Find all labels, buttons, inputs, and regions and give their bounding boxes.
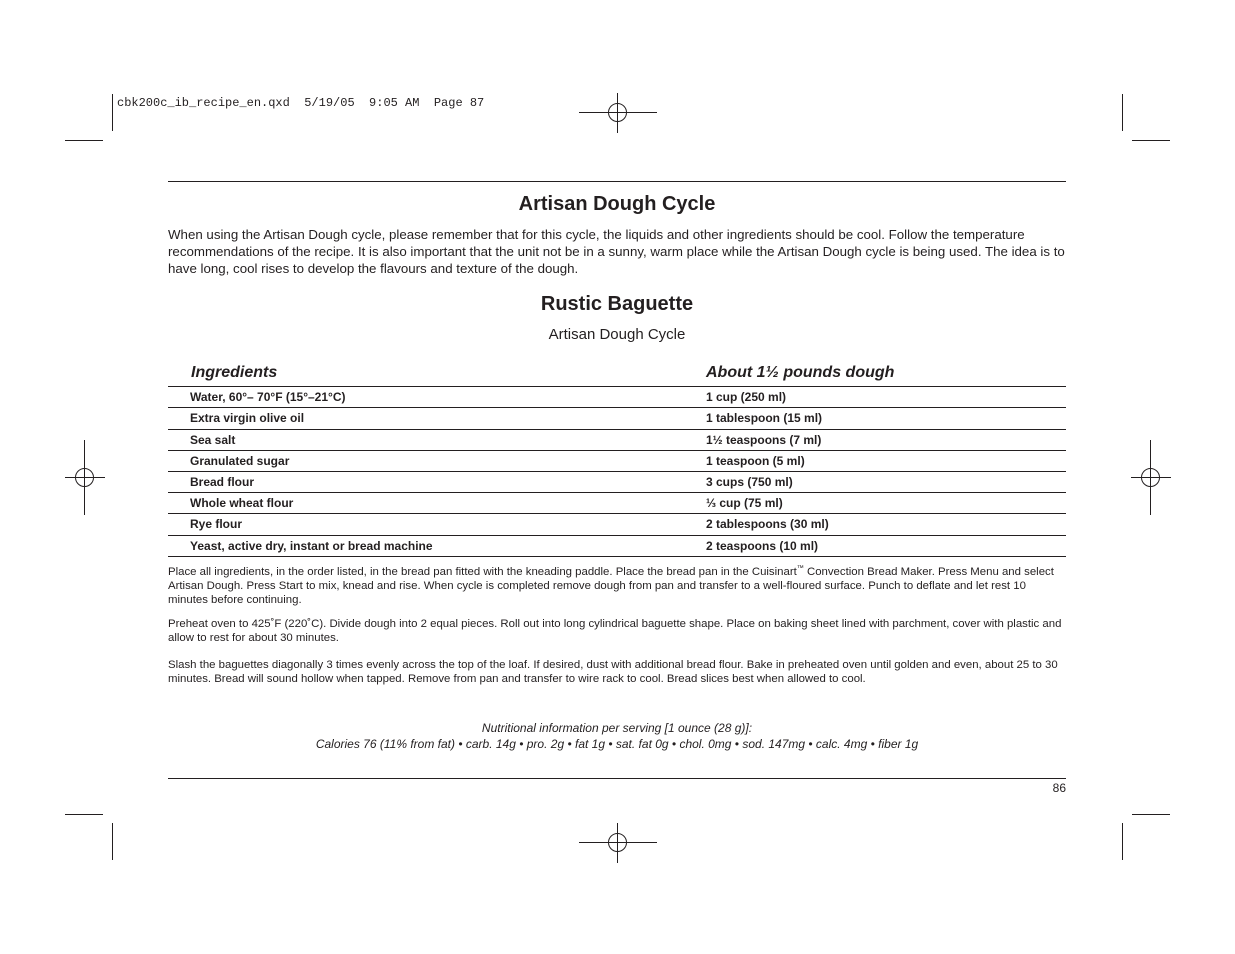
registration-mark-bottom-icon [579,823,657,863]
instruction-paragraph-2: Preheat oven to 425˚F (220˚C). Divide dough into 2 equal pieces. Roll out into long cylindrical baguette shape. Place on baking sheet lined with parchment, cover with plastic and allow to rest for about 30 minutes. [168,618,1062,644]
ingredient-name: Granulated sugar [190,454,290,468]
table-row [168,535,1066,557]
ingredient-amount: 2 teaspoons (10 ml) [706,539,819,553]
ingredient-name: Bread flour [190,475,255,489]
registration-mark-top-icon [579,93,657,133]
ingredient-amount: 3 cups (750 ml) [706,475,793,489]
ingredient-amount: 1 tablespoon (15 ml) [706,411,823,425]
ingredient-name: Sea salt [190,433,236,447]
ingredient-name: Rye flour [190,517,243,531]
file-slug: cbk200c_ib_recipe_en.qxd 5/19/05 9:05 AM Page 87 [117,96,485,110]
ingredient-amount: 1½ teaspoons (7 ml) [706,433,822,447]
ingredient-amount: 1 cup (250 ml) [706,390,787,404]
ingredient-amount: 1 teaspoon (5 ml) [706,454,805,468]
intro-paragraph: When using the Artisan Dough cycle, please remember that for this cycle, the liquids and other ingredients should be cool. Follow the temperature recommendations of the recipe. It is also important that the unit not be in a sunny, warm place while the Artisan Dough cycle is being used. The idea is to have long, cool rises to develop the flavours and texture of the dough. [168,227,1065,276]
top-rule [168,181,1066,182]
registration-mark-right-icon [1131,440,1171,515]
table-row [168,386,1066,408]
page-number: 86 [1052,781,1066,795]
section-title: Artisan Dough Cycle [518,193,716,215]
ingredient-name: Yeast, active dry, instant or bread machine [190,539,433,553]
header-yield: About 1½ pounds dough [706,364,895,381]
instruction-paragraph-1 [168,562,1068,607]
ingredient-name: Water, 60°– 70°F (15°–21°C) [190,390,346,404]
trademark-symbol: ™ [796,565,804,572]
bottom-rule [168,778,1066,779]
recipe-title: Rustic Baguette [540,293,694,315]
table-row [168,471,1066,493]
ingredient-amount: 2 tablespoons (30 ml) [706,517,829,531]
header-ingredients: Ingredients [191,364,278,381]
ingredient-amount: ⅓ cup (75 ml) [706,496,783,510]
instruction-text: Place all ingredients, in the order listed, in the bread pan fitted with the kneading paddle. Place the bread pan in the Cuisinart [168,566,797,578]
table-row [168,492,1066,514]
nutrition-values: Calories 76 (11% from fat) • carb. 14g • pro. 2g • fat 1g • sat. fat 0g • chol. 0mg • sod. 147mg • calc. 4mg • fiber 1g [315,737,919,751]
instruction-paragraph-3: Slash the baguettes diagonally 3 times evenly across the top of the loaf. If desired, dust with additional bread flour. Bake in preheated oven until golden and even, about 25 to 30 minutes. Bread will sound hollow when tapped. Remove from pan and transfer to wire rack to cool. Bread slices best when allowed to cool. [168,659,1058,685]
table-row [168,407,1066,429]
table-bottom-rule [168,556,1066,557]
table-row [168,429,1066,451]
table-row [168,513,1066,535]
instruction-text: Convection Bread Maker. Press Menu and select Artisan Dough. Press Start to mix, knead and rise. When cycle is completed remove dough from pan and transfer to a well-floured surface. Punch to deflate and let rest 10 minutes before continuing. [168,566,1054,606]
ingredient-name: Whole wheat flour [190,496,294,510]
registration-mark-left-icon [65,440,105,515]
ingredient-name: Extra virgin olive oil [190,411,305,425]
nutrition-heading: Nutritional information per serving [1 ounce (28 g)]: [481,721,753,735]
recipe-cycle: Artisan Dough Cycle [548,326,686,343]
table-row [168,450,1066,472]
